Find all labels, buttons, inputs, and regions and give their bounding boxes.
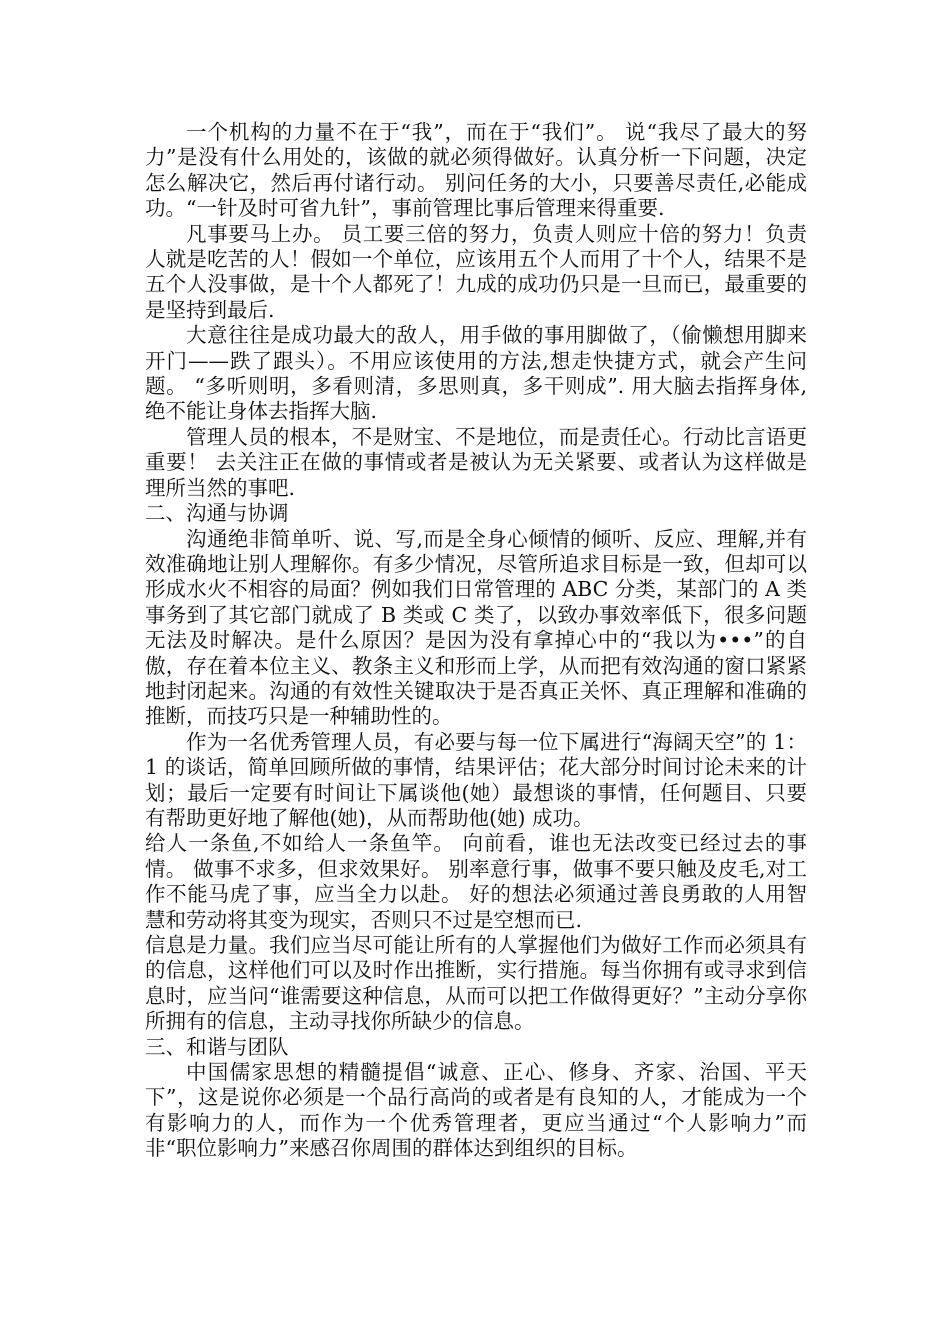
document-body [145,120,807,1162]
paragraph-communication: 沟通绝非简单听、说、写,而是全身心倾情的倾听、反应、理解,并有效准确地让别人理解你。有多少情况，尽管所追求目标是一致，但却可以形成水火不相容的局面？例如我们日常管理的 ABC 分类，某部门的 A 类事务到了其它部门就成了 B 类或 C 类了，以致办事效率低下，很多问题无法及时解决。是什么原因？是因为没有拿掉心中的“我以为•••”的自傲，存在着本位主义、教条主义和形而上学，从而把有效沟通的窗口紧紧地封闭起来。沟通的有效性关键取决于是否真正关怀、真正理解和准确的推断，而技巧只是一种辅助性的。 [145,526,807,729]
paragraph-fishing-rod: 给人一条鱼,不如给人一条鱼竿。 向前看，谁也无法改变已经过去的事情。 做事不求多，但求效果好。 别率意行事，做事不要只触及皮毛,对工作不能马虎了事，应当全力以赴。 好的想法必须通过善良勇敢的人用智慧和劳动将其变为现实，否则只不过是空想而已. [145,831,807,932]
paragraph-one-on-one: 作为一名优秀管理人员，有必要与每一位下属进行“海阔天空”的 1：1 的谈话，简单回顾所做的事情，结果评估；花大部分时间讨论未来的计划；最后一定要有时间让下属谈他(她）最想谈的事情，任何题目、只要有帮助更好地了解他(她)，从而帮助他(她) 成功。 [145,729,807,830]
paragraph-carelessness: 大意往往是成功最大的敌人，用手做的事用脚做了，（偷懒想用脚来开门——跌了跟头）。不用应该使用的方法,想走快捷方式，就会产生问题。 “多听则明，多看则清，多思则真，多干则成”. 用大脑去指挥身体,绝不能让身体去指挥大脑. [145,323,807,424]
paragraph-we-not-i: 一个机构的力量不在于“我”，而在于“我们”。 说“我尽了最大的努力”是没有什么用处的，该做的就必须得做好。认真分析一下问题，决定怎么解决它，然后再付诸行动。 别问任务的大小，只要善尽责任,必能成功。“一针及时可省九针”，事前管理比事后管理来得重要. [145,120,807,221]
paragraph-information: 信息是力量。我们应当尽可能让所有的人掌握他们为做好工作而必须具有的信息，这样他们可以及时作出推断，实行措施。每当你拥有或寻求到信息时，应当问“谁需要这种信息，从而可以把工作做得更好？”主动分享你所拥有的信息，主动寻找你所缺少的信息。 [145,933,807,1034]
paragraph-act-immediately: 凡事要马上办。 员工要三倍的努力，负责人则应十倍的努力！负责人就是吃苦的人！假如一个单位，应该用五个人而用了十个人，结果不是五个人没事做，是十个人都死了！九成的成功仍只是一旦而已，最重要的是坚持到最后. [145,221,807,322]
section-heading-communication: 二、沟通与协调 [145,501,289,526]
paragraph-confucian: 中国儒家思想的精髓提倡“诚意、正心、修身、齐家、治国、平天下”，这是说你必须是一个品行高尚的或者是有良知的人，才能成为一个有影响力的人，而作为一个优秀管理者，更应当通过“个人影响力”而非“职位影响力”来感召你周围的群体达到组织的目标。 [145,1060,807,1161]
paragraph-responsibility: 管理人员的根本，不是财宝、不是地位，而是责任心。行动比言语更重要！ 去关注正在做的事情或者是被认为无关紧要、或者认为这样做是理所当然的事吧. [145,424,807,500]
section-heading-harmony: 三、和谐与团队 [145,1034,289,1059]
